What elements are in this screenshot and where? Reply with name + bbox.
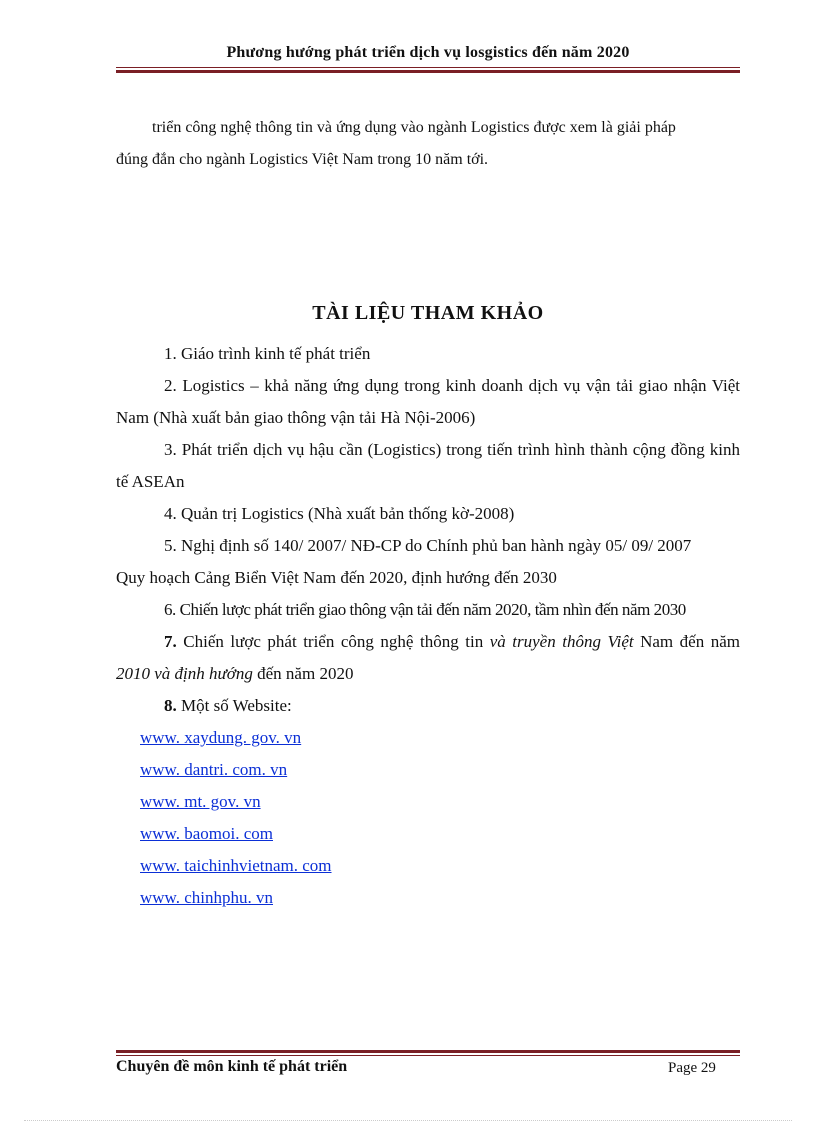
footer-page-number: Page 29 bbox=[668, 1060, 716, 1076]
reference-item: 1. Giáo trình kinh tế phát triển bbox=[164, 344, 371, 363]
page-header-title: Phương hướng phát triển dịch vụ losgistics đến năm 2020 bbox=[226, 44, 630, 61]
reference-item: Quy hoạch Cảng Biển Việt Nam đến 2020, định hướng đến 2030 bbox=[116, 568, 557, 587]
reference-item: 2. Logistics – khả năng ứng dụng trong kinh doanh dịch vụ vận tải giao nhận Việt Nam (Nhà xuất bản giao thông vận tải Hà Nội-2006) bbox=[116, 376, 740, 427]
website-link[interactable]: www. baomoi. com bbox=[140, 824, 273, 843]
intro-line-2: đúng đắn cho ngành Logistics Việt Nam trong 10 năm tới. bbox=[116, 151, 489, 168]
reference-item: 5. Nghị định số 140/ 2007/ NĐ-CP do Chính phủ ban hành ngày 05/ 09/ 2007 bbox=[164, 536, 692, 555]
footer-course-title: Chuyên đề môn kinh tế phát triển bbox=[116, 1058, 348, 1075]
website-link[interactable]: www. chinhphu. vn bbox=[140, 888, 273, 907]
website-link[interactable]: www. dantri. com. vn bbox=[140, 760, 288, 779]
website-link[interactable]: www. taichinhvietnam. com bbox=[140, 856, 332, 875]
intro-paragraph bbox=[116, 112, 740, 176]
reference-item: 7. Chiến lược phát triển công nghệ thông tin và truyền thông Việt Nam đến năm 2010 và định hướng đến năm 2020 bbox=[116, 632, 741, 683]
website-list bbox=[116, 722, 740, 914]
reference-item: 4. Quản trị Logistics (Nhà xuất bản thống kờ-2008) bbox=[164, 504, 515, 523]
reference-item: 3. Phát triển dịch vụ hậu cần (Logistics) trong tiến trình hình thành cộng đồng kinh tế ASEAn bbox=[116, 440, 741, 491]
footer-rule bbox=[116, 1050, 740, 1056]
website-link[interactable]: www. xaydung. gov. vn bbox=[140, 728, 302, 747]
website-link[interactable]: www. mt. gov. vn bbox=[140, 792, 261, 811]
references-list bbox=[116, 338, 740, 914]
reference-item: 6. Chiến lược phát triển giao thông vận tải đến năm 2020, tầm nhìn đến năm 2030 bbox=[164, 600, 686, 619]
references-title: TÀI LIỆU THAM KHẢO bbox=[312, 302, 544, 324]
intro-line-1: triển công nghệ thông tin và ứng dụng vào ngành Logistics được xem là giải pháp bbox=[152, 119, 676, 136]
header-rule bbox=[116, 67, 740, 73]
page-edge bbox=[24, 1120, 792, 1121]
reference-item: 8. Một số Website: bbox=[164, 696, 292, 715]
